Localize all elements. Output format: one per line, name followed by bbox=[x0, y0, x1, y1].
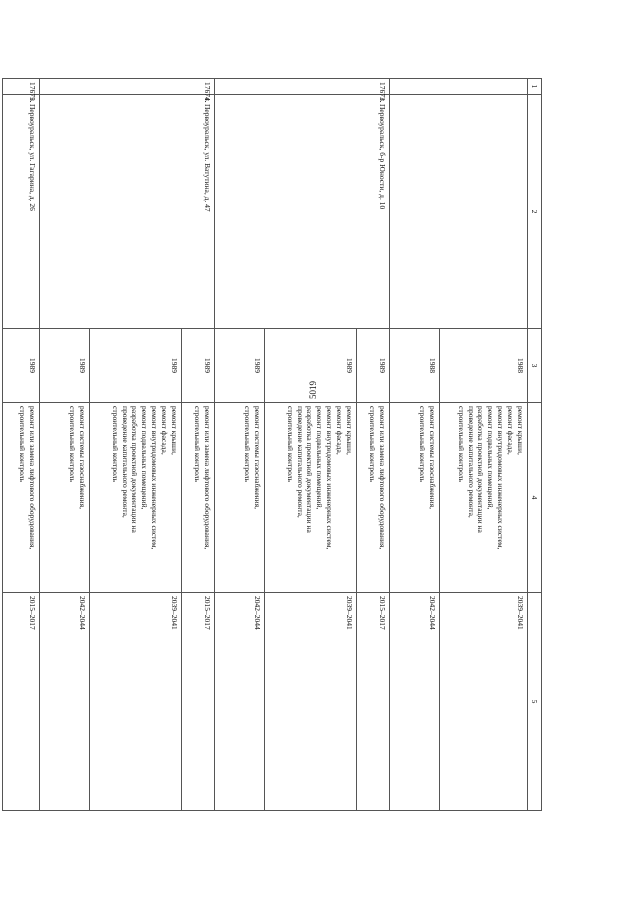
work-item: проведение капитального ремонта, bbox=[120, 406, 130, 518]
address-cell: г. Первоуральск, б-р Юности, д. 10 bbox=[215, 95, 390, 329]
table-row bbox=[357, 79, 390, 811]
work-item: ремонт крыши, bbox=[345, 406, 354, 455]
repair-period-cell: 2015–2017 bbox=[3, 593, 40, 811]
repair-period-cell: 2015–2017 bbox=[182, 593, 215, 811]
build-year-cell: 1989 bbox=[357, 329, 390, 403]
work-item: ремонт фасада, bbox=[506, 406, 516, 455]
address-cell: г. Первоуральск, ул. Гагарина, д. 26 bbox=[3, 95, 40, 329]
build-year-cell: 1989 bbox=[182, 329, 215, 403]
work-item: проведение капитального ремонта, bbox=[295, 406, 305, 518]
work-item: разработка проектной документации на bbox=[305, 406, 315, 533]
table-row bbox=[182, 79, 215, 811]
work-item: ремонт системы газоснабжения, bbox=[253, 406, 262, 510]
register-sheet bbox=[18, 78, 542, 810]
header-col-3: 3 bbox=[528, 329, 542, 403]
build-year-cell: 1989 bbox=[90, 329, 182, 403]
works-cell bbox=[90, 403, 182, 593]
work-item: ремонт крыши, bbox=[516, 406, 525, 455]
header-col-5: 5 bbox=[528, 593, 542, 811]
work-item: ремонт внутридомовых инженерных систем, bbox=[325, 406, 335, 550]
page-number: 5019 bbox=[308, 381, 318, 399]
work-item: ремонт внутридомовых инженерных систем, bbox=[150, 406, 160, 550]
work-item: ремонт подвальных помещений, bbox=[486, 406, 496, 510]
build-year-cell: 1989 bbox=[40, 329, 90, 403]
works-cell bbox=[390, 403, 440, 593]
work-item: ремонт подвальных помещений, bbox=[140, 406, 150, 510]
build-year-cell: 1988 bbox=[390, 329, 440, 403]
work-item: ремонт фасада, bbox=[335, 406, 345, 455]
work-item: проведение капитального ремонта, bbox=[466, 406, 476, 518]
header-col-2: 2 bbox=[528, 95, 542, 329]
work-item: ремонт или замена лифтового оборудования, bbox=[378, 406, 387, 550]
work-item: строительный контроль bbox=[285, 406, 295, 482]
works-cell bbox=[40, 403, 90, 593]
work-item: разработка проектной документации на bbox=[476, 406, 486, 533]
header-col-4: 4 bbox=[528, 403, 542, 593]
row-number-cell: 17674. bbox=[40, 79, 215, 95]
capital-repair-table bbox=[2, 78, 542, 811]
work-item: ремонт или замена лифтового оборудования, bbox=[28, 406, 37, 550]
build-year-cell: 1989 bbox=[215, 329, 265, 403]
table-body bbox=[3, 79, 528, 811]
work-item: строительный контроль bbox=[110, 406, 120, 482]
work-item: строительный контроль bbox=[193, 406, 203, 482]
work-item: строительный контроль bbox=[368, 406, 378, 482]
works-cell bbox=[182, 403, 215, 593]
works-cell bbox=[357, 403, 390, 593]
works-cell bbox=[265, 403, 357, 593]
works-cell bbox=[215, 403, 265, 593]
row-number-cell: 17673. bbox=[215, 79, 390, 95]
repair-period-cell: 2042–2044 bbox=[215, 593, 265, 811]
build-year-cell: 1989 bbox=[3, 329, 40, 403]
works-cell bbox=[3, 403, 40, 593]
work-item: ремонт крыши, bbox=[170, 406, 179, 455]
table-row bbox=[440, 79, 528, 811]
works-cell bbox=[440, 403, 528, 593]
work-item: ремонт системы газоснабжения, bbox=[78, 406, 87, 510]
address-cell bbox=[390, 95, 528, 329]
work-item: ремонт подвальных помещений, bbox=[315, 406, 325, 510]
repair-period-cell: 2042–2044 bbox=[40, 593, 90, 811]
table-row bbox=[3, 79, 40, 811]
work-item: разработка проектной документации на bbox=[130, 406, 140, 533]
build-year-cell: 1989 bbox=[265, 329, 357, 403]
work-item: строительный контроль bbox=[456, 406, 466, 482]
work-item: ремонт внутридомовых инженерных систем, bbox=[496, 406, 506, 550]
work-item: строительный контроль bbox=[18, 406, 28, 482]
work-item: ремонт системы газоснабжения, bbox=[428, 406, 437, 510]
work-item: строительный контроль bbox=[243, 406, 253, 482]
repair-period-cell: 2015–2017 bbox=[357, 593, 390, 811]
work-item: ремонт или замена лифтового оборудования, bbox=[203, 406, 212, 550]
build-year-cell: 1988 bbox=[440, 329, 528, 403]
column-number-row bbox=[528, 79, 542, 811]
work-item: строительный контроль bbox=[68, 406, 78, 482]
work-item: ремонт фасада, bbox=[160, 406, 170, 455]
repair-period-cell: 2039–2041 bbox=[265, 593, 357, 811]
repair-period-cell: 2039–2041 bbox=[440, 593, 528, 811]
repair-period-cell: 2039–2041 bbox=[90, 593, 182, 811]
row-number-cell: 17675. bbox=[3, 79, 40, 95]
repair-period-cell: 2042–2044 bbox=[390, 593, 440, 811]
row-number-cell bbox=[390, 79, 528, 95]
address-cell: г. Первоуральск, ул. Ватутина, д. 47 bbox=[40, 95, 215, 329]
work-item: строительный контроль bbox=[418, 406, 428, 482]
header-col-1: 1 bbox=[528, 79, 542, 95]
